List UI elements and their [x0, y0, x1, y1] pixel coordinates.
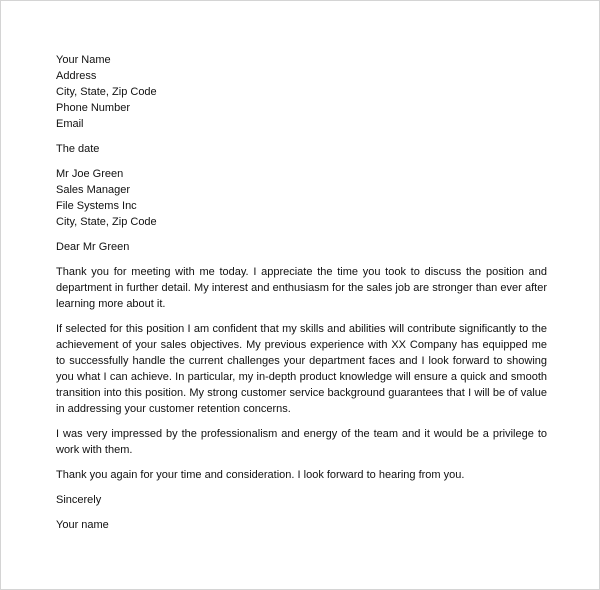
sender-name: Your Name [56, 54, 111, 66]
sender-address: Address [56, 70, 97, 82]
sender-email: Email [56, 118, 84, 130]
recipient-title: Sales Manager [56, 184, 130, 196]
salutation: Dear Mr Green [56, 241, 130, 253]
signature: Your name [56, 519, 109, 531]
recipient-name: Mr Joe Green [56, 168, 124, 180]
recipient-company: File Systems Inc [56, 200, 137, 212]
paragraph-qualifications: If selected for this position I am confident that my skills and abilities will contribute significantly to the achievement of your sales objectives. My previous experience with XX Company has equipped me to successfully handle the current challenges your department faces and I look forward to showing you what I can achieve. In particular, my in-depth product knowledge will ensure a quick and smooth transition into this position. My strong customer service background guarantees that I will be of value in addressing your customer retention concerns. [56, 323, 547, 415]
letter-date: The date [56, 143, 100, 155]
sender-block [56, 52, 547, 132]
paragraph-team: I was very impressed by the professionalism and energy of the team and it would be a privilege to work with them. [56, 428, 547, 456]
letter-body [56, 52, 547, 533]
sender-phone: Phone Number [56, 102, 130, 114]
closing: Sincerely [56, 494, 102, 506]
paragraph-thanks: Thank you for meeting with me today. I appreciate the time you took to discuss the position and department in further detail. My interest and enthusiasm for the sales job are stronger than ever after learning more about it. [56, 266, 547, 310]
paragraph-closing-thanks: Thank you again for your time and consideration. I look forward to hearing from you. [56, 469, 465, 481]
sender-city-state-zip: City, State, Zip Code [56, 86, 157, 98]
recipient-city-state-zip: City, State, Zip Code [56, 216, 157, 228]
recipient-block [56, 166, 547, 230]
